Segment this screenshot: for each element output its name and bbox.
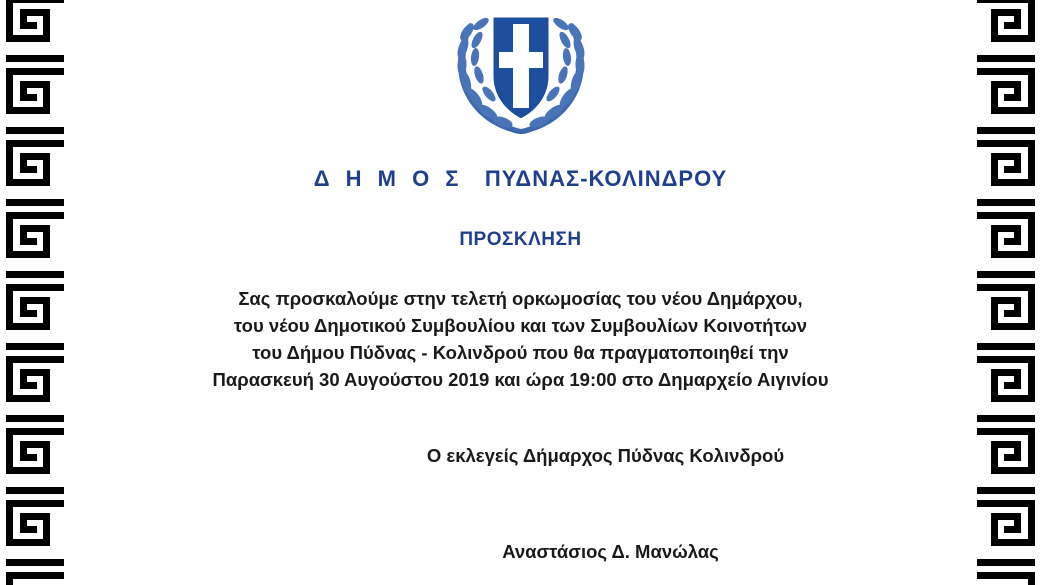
greek-key-unit — [0, 350, 72, 422]
greek-key-unit — [0, 62, 72, 134]
greek-key-unit — [0, 134, 72, 206]
invitation-body — [72, 285, 969, 393]
greek-key-unit — [0, 206, 72, 278]
document-kind: ΠΡΟΣΚΛΗΣΗ — [459, 229, 582, 250]
greek-coat-of-arms-icon — [437, 2, 605, 142]
greek-key-unit — [0, 278, 72, 350]
greek-key-unit — [969, 0, 1041, 62]
greek-key-unit — [969, 206, 1041, 278]
greek-key-unit — [0, 566, 72, 585]
body-line: Παρασκευή 30 Αυγούστου 2019 και ώρα 19:00 στο Δημαρχείο Αιγινίου — [212, 369, 829, 390]
greek-key-unit — [969, 494, 1041, 566]
greek-key-unit — [969, 422, 1041, 494]
greek-key-unit — [0, 0, 72, 62]
greek-key-unit — [969, 134, 1041, 206]
greek-key-unit — [0, 422, 72, 494]
signer-name: Αναστάσιος Δ. Μανώλας — [502, 541, 719, 562]
greek-key-unit — [969, 62, 1041, 134]
body-line: του Δήμου Πύδνας - Κολινδρού που θα πραγματοποιηθεί την — [252, 342, 789, 363]
signer-role: Ο εκλεγείς Δήμαρχος Πύδνας Κολινδρού — [426, 445, 785, 466]
greek-key-unit — [969, 278, 1041, 350]
body-line: του νέου Δημοτικού Συμβουλίου και των Συμβουλίων Κοινοτήτων — [233, 315, 808, 336]
org-title-spaced: Δ Η Μ Ο Σ — [313, 166, 464, 191]
greek-key-unit — [969, 566, 1041, 585]
greek-key-unit — [969, 350, 1041, 422]
greek-key-border-right — [969, 0, 1041, 585]
body-line: Σας προσκαλούμε στην τελετή ορκωμοσίας του νέου Δημάρχου, — [238, 288, 803, 309]
invitation-document — [72, 0, 969, 585]
page-title — [72, 166, 969, 192]
greek-key-border-left — [0, 0, 72, 585]
emblem-container — [72, 2, 969, 142]
greek-key-unit — [0, 494, 72, 566]
org-title-rest: ΠΥΔΝΑΣ-ΚΟΛΙΝΔΡΟΥ — [484, 166, 728, 191]
